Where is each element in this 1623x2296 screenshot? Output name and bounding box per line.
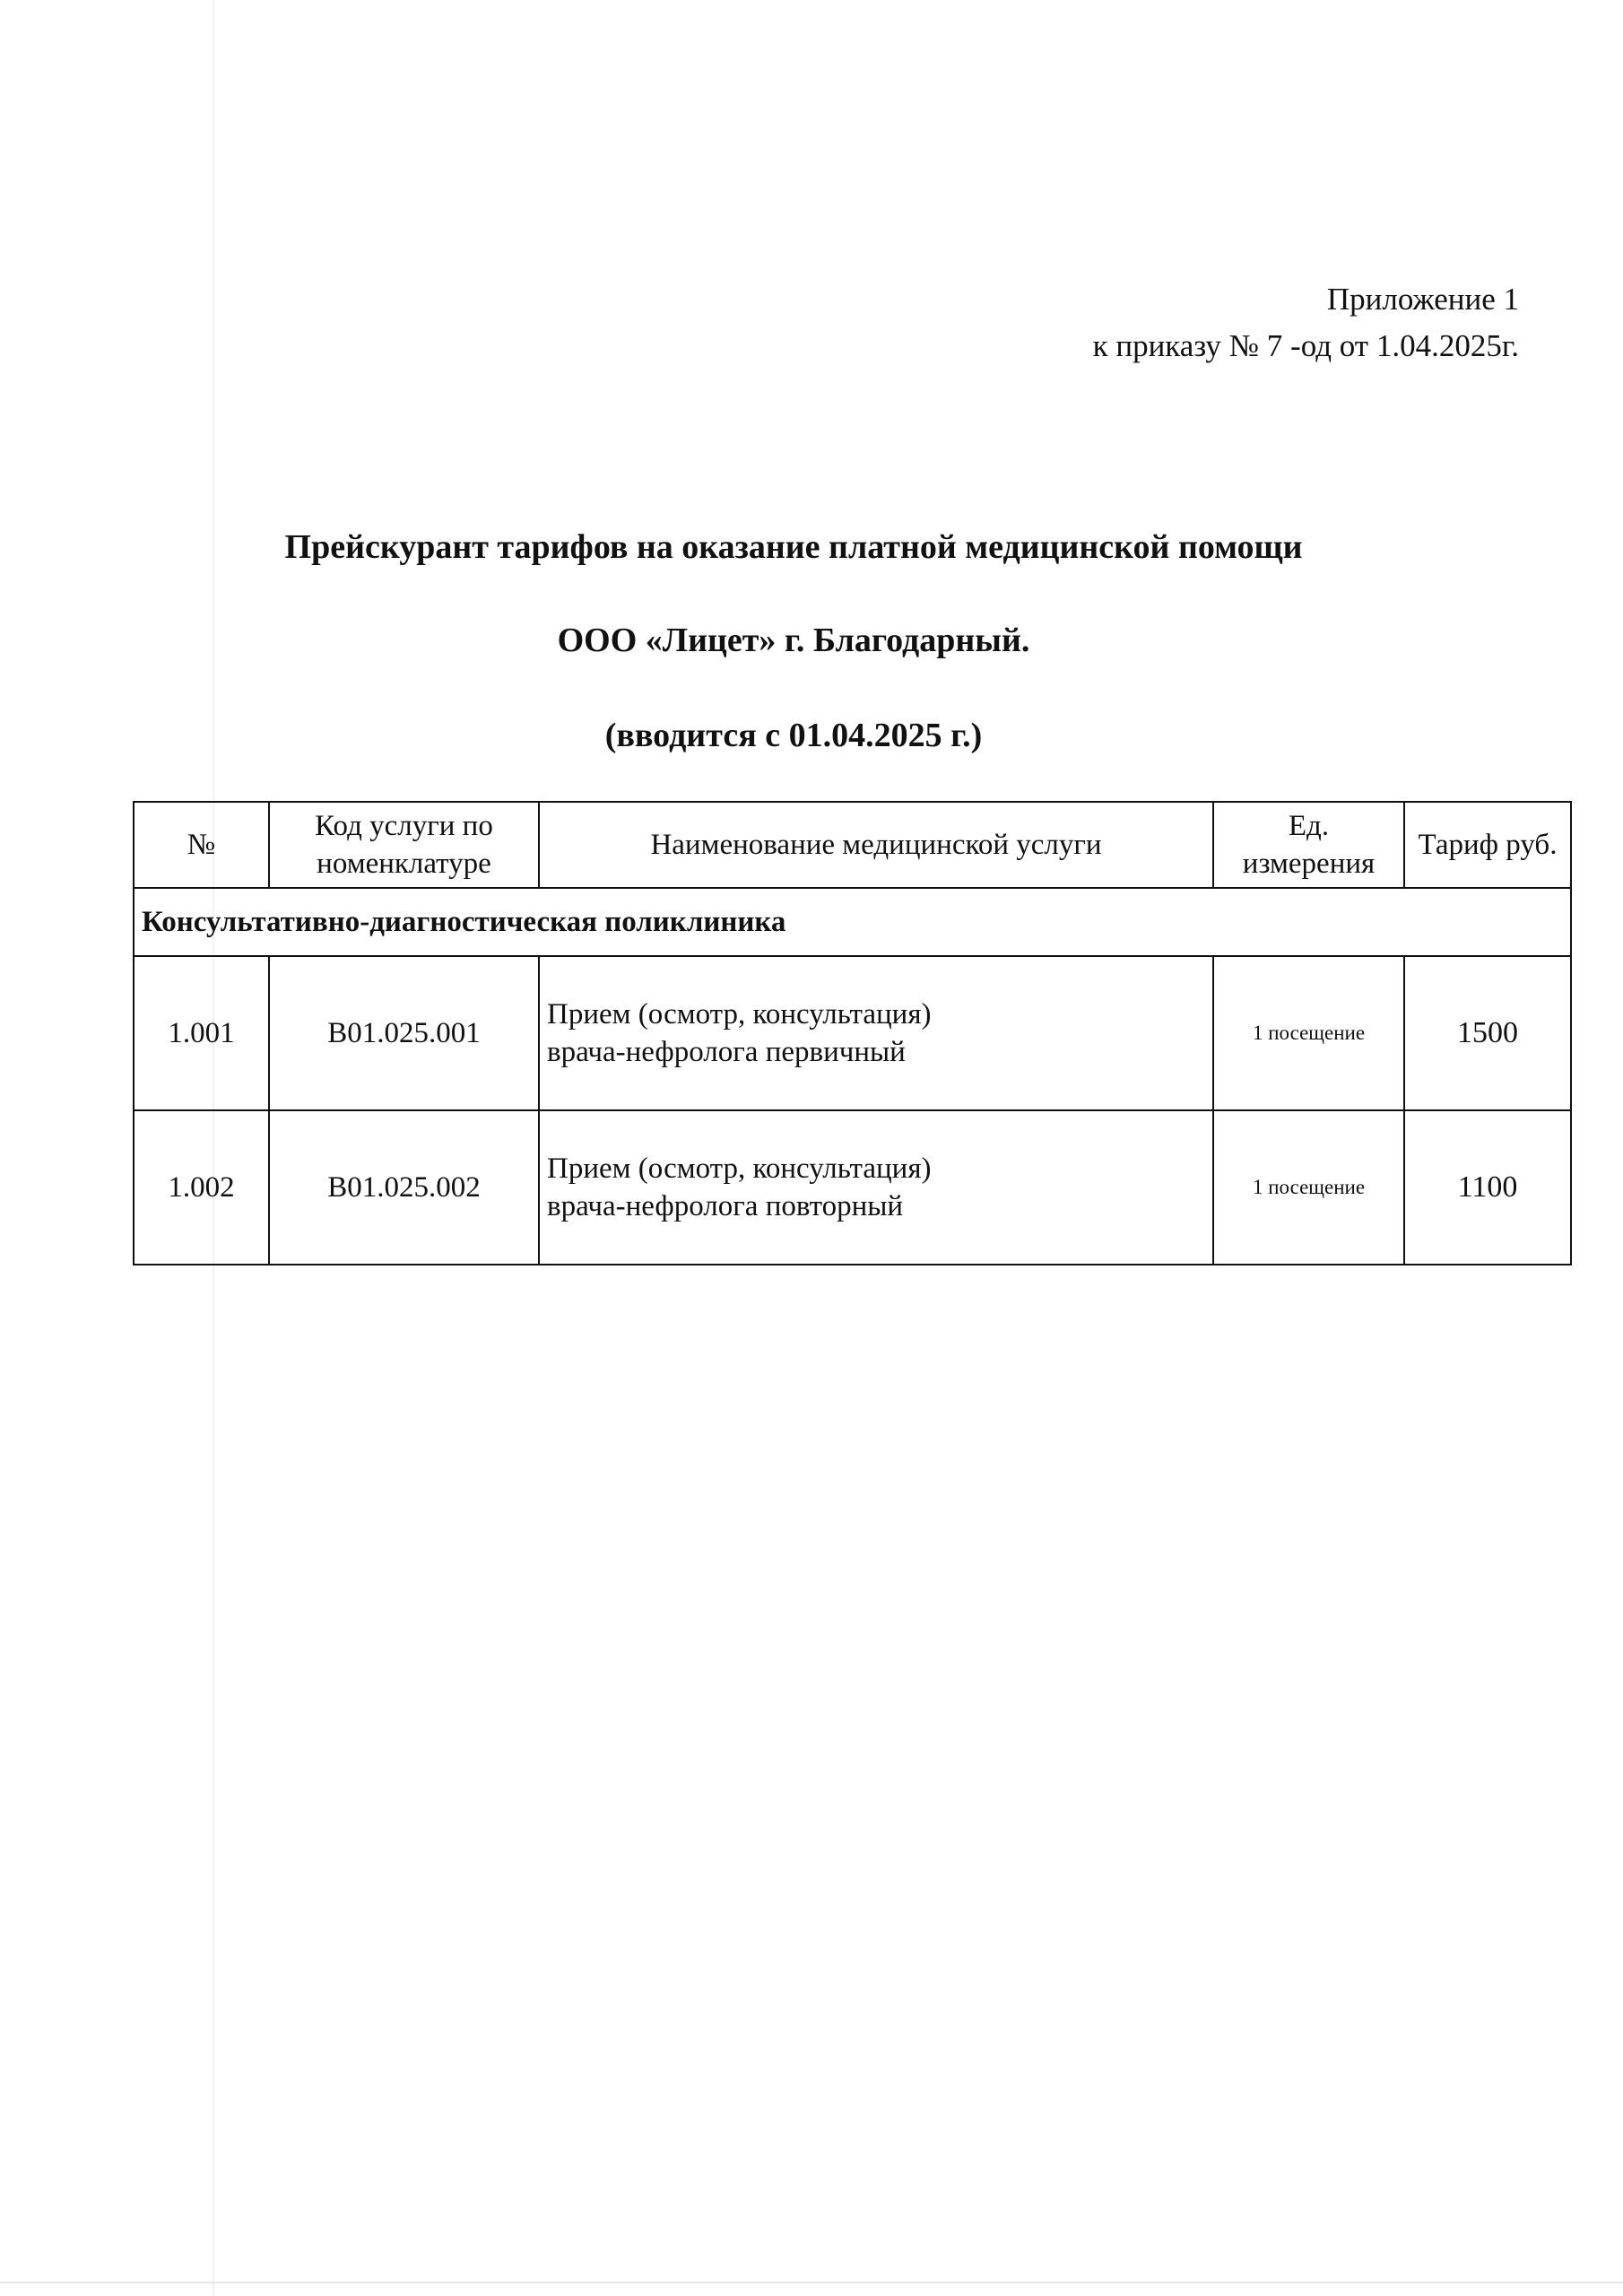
service-name-line-2: врача-нефролога повторный [547,1190,904,1222]
row-service-code: B01.025.002 [269,1110,539,1265]
table-row [134,1110,1571,1265]
row-service-name [539,956,1213,1110]
tariff-table [133,801,1572,1265]
row-price: 1100 [1404,1110,1571,1265]
row-service-name [539,1110,1213,1265]
scan-bottom-line [0,2282,1623,2283]
table-row [134,956,1571,1110]
appendix-line-1: Приложение 1 [1326,282,1519,317]
header-service-code: Код услуги по номенклатуре [269,802,539,888]
section-title: Консультативно-диагностическая поликлиника [134,888,1571,956]
row-unit: 1 посещение [1213,956,1404,1110]
appendix-line-2: к приказу № 7 -од от 1.04.2025г. [1092,328,1519,363]
row-number: 1.001 [134,956,269,1110]
service-name-line-1: Прием (осмотр, консультация) [547,998,932,1031]
table-header-row [134,802,1571,888]
document-title: Прейскурант тарифов на оказание платной медицинской помощи [284,528,1303,566]
header-number: № [134,802,269,888]
effective-date: (вводится с 01.04.2025 г.) [604,717,983,754]
row-price: 1500 [1404,956,1571,1110]
header-service-name: Наименование медицинской услуги [539,802,1213,888]
header-unit: Ед. измерения [1213,802,1404,888]
row-service-code: B01.025.001 [269,956,539,1110]
header-tariff: Тариф руб. [1404,802,1571,888]
row-unit: 1 посещение [1213,1110,1404,1265]
service-name-line-1: Прием (осмотр, консультация) [547,1152,932,1185]
service-name-line-2: врача-нефролога первичный [547,1036,906,1068]
row-number: 1.002 [134,1110,269,1265]
appendix-note [1093,276,1519,370]
organization-name: ООО «Лицет» г. Благодарный. [557,622,1030,659]
section-row [134,888,1571,956]
